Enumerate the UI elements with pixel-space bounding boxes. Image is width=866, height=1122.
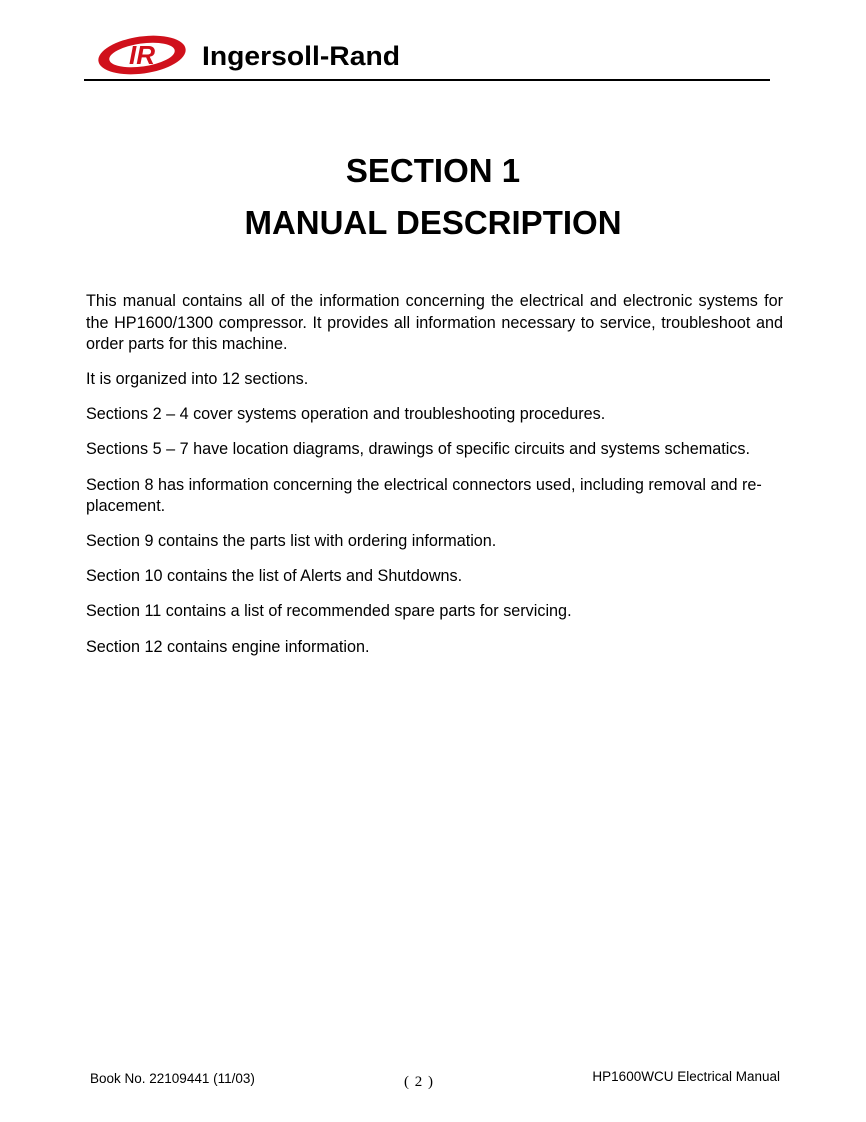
paragraph-organization: It is organized into 12 sections. [86,370,309,389]
footer-book-number: Book No. 22109441 (11/03) [90,1071,255,1086]
paragraph-section-10: Section 10 contains the list of Alerts and Shutdowns. [86,567,463,586]
header-rule [84,79,770,81]
paragraph-section-8: Section 8 has information concerning the electrical connectors used, including removal and re-placement. [86,475,762,516]
paragraph-section-11: Section 11 contains a list of recommended spare parts for servicing. [86,602,572,621]
paragraph-intro: This manual contains all of the information concerning the electrical and electronic systems for the HP1600/1300 compressor. It provides all information necessary to service, troubleshoot and order parts for this machine. [86,292,783,354]
paragraph-sections-5-7: Sections 5 – 7 have location diagrams, drawings of specific circuits and systems schematics. [86,440,750,459]
ingersoll-rand-logo [96,33,406,77]
paragraph-section-9: Section 9 contains the parts list with ordering information. [86,532,497,551]
body-text [86,291,783,672]
section-title: SECTION 1 [345,152,521,189]
footer-manual-name: HP1600WCU Electrical Manual [592,1069,780,1084]
paragraph-section-12: Section 12 contains engine information. [86,637,370,656]
section-subtitle: MANUAL DESCRIPTION [244,204,622,241]
svg-text:Ingersoll-Rand: Ingersoll-Rand [202,41,400,71]
ir-logo-icon [96,33,406,77]
paragraph-sections-2-4: Sections 2 – 4 cover systems operation and troubleshooting procedures. [86,405,606,424]
footer-page-number: ( 2 ) [404,1074,434,1090]
svg-text:IR: IR [129,40,155,70]
